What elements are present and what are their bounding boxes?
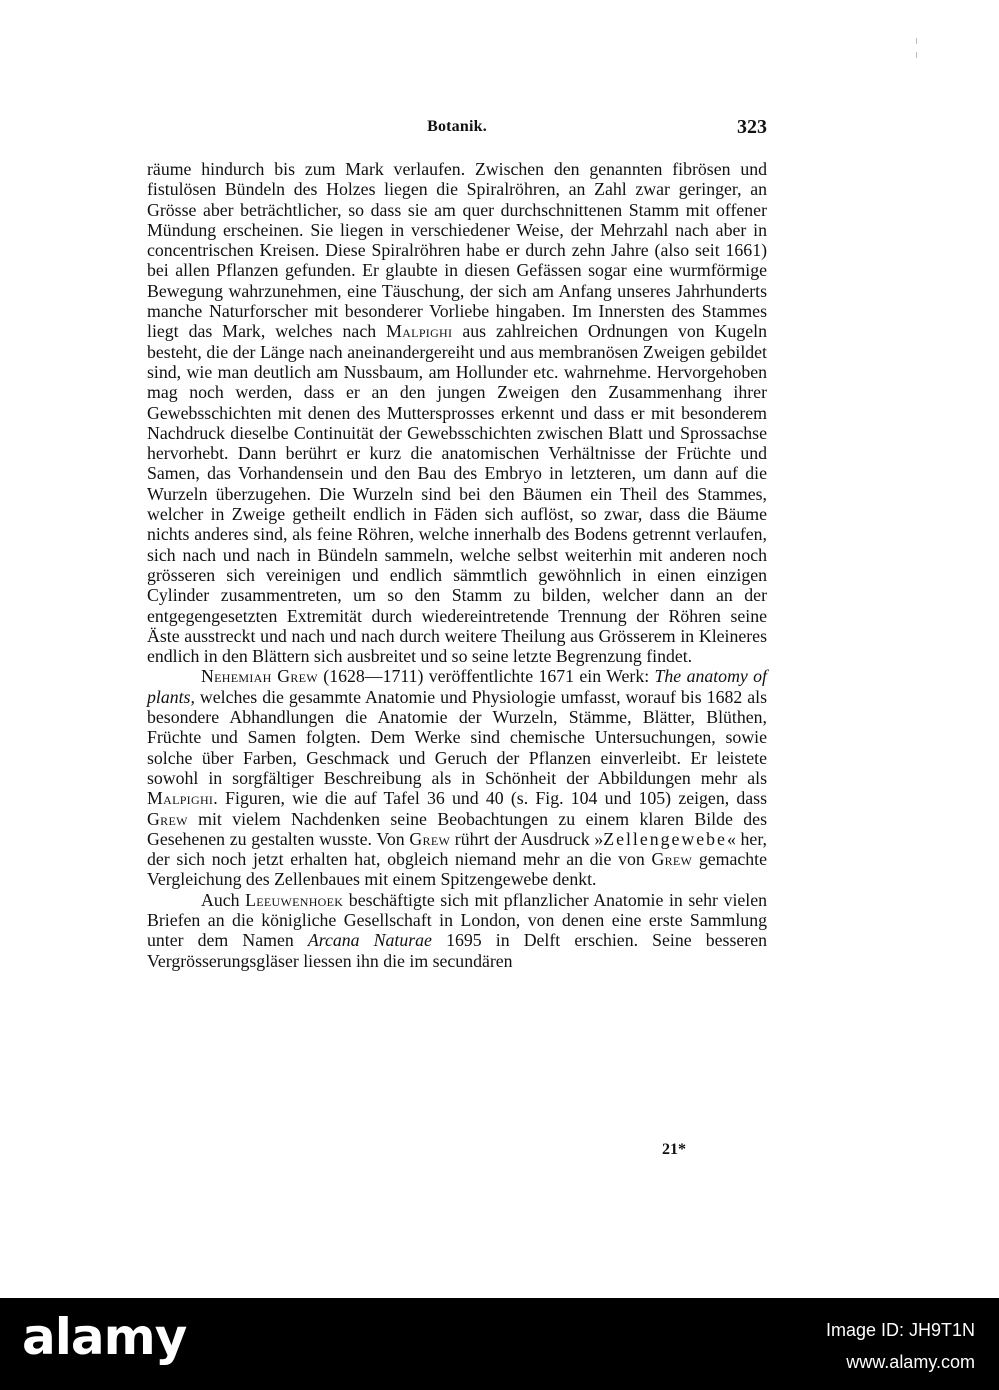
name-malpighi-2: Malpighi. [147,788,218,809]
p3-text-b: beschäftigte sich mit pflanzlicher Anatomie in sehr vielen Briefen an die königliche Gesellschaft in London, von denen eine erste Sammlung unter dem Namen [147,889,767,951]
p1-text-a: räume hindurch bis zum Mark verlaufen. Zwischen den genannten fibrösen und fistulösen Bündeln des Holzes liegen die Spiralröhren, an Zahl zwar geringer, an Grösse aber beträchtlicher, so dass sie am quer durchschnittenen Stamm mit offener Mündung erscheinen. Sie liegen in verschiedener Weise, der Mehrzahl nach aber in concentrischen Kreisen. Diese Spiralröhren habe er durch zehn Jahre (also seit 1661) bei allen Pflanzen gefunden. Er glaubte in diesen Gefässen sogar eine wurmförmige Bewegung wahrzunehmen, eine Täuschung, der sich am Anfang unseres Jahrhunderts manche Naturforscher mit besonderer Vorliebe hingaben. Im Innersten des Stammes liegt das Mark, welches nach [147,159,767,342]
p2-text-d: mit vielem Nachdenken seine Beobachtungen zu einem klaren Bilde des Gesehenen zu gestalten wusste. Von [147,808,767,849]
paragraph-1 [147,159,767,666]
alamy-logo: alamy [22,1308,187,1366]
paragraph-3 [147,890,767,971]
term-zellengewebe: Zellengewebe [603,828,727,849]
p3-text-a: Auch [201,889,246,910]
running-head-title: Botanik. [427,118,487,135]
body-text [147,159,767,971]
site-url: www.alamy.com [846,1352,975,1372]
p2-text-a: (1628—1711) veröffentlichte 1671 ein Werk: [317,666,655,687]
running-head [147,118,767,142]
name-grew-1: Grew [147,808,188,829]
image-id-label: Image ID: JH9T1N [825,1320,975,1340]
p2-text-f: « her, der sich noch jetzt erhalten hat, obgleich niemand mehr an die von [147,828,767,870]
p2-text-c: Figuren, wie die auf Tafel 36 und 40 (s. Fig. 104 und 105) zeigen, dass [217,788,767,809]
watermark-banner [0,1298,999,1390]
name-grew-2: Grew [409,828,451,849]
paragraph-2 [147,666,767,889]
book-title-arcana-naturae: Arcana Naturae [307,930,432,951]
p3-text-c: 1695 in Delft erschien. Seine besseren Vergrösserungsgläser liessen ihn die im secundären [147,930,767,971]
p1-text-b: aus zahlreichen Ordnungen von Kugeln besteht, die der Länge nach aneinandergereiht und aus membranösen Zweigen gebildet sind, wie man deutlich am Nussbaum, am Hollunder etc. wahrnehme. Hervorgehoben mag noch werden, dass er an den jungen Zweigen den Zusammenhang ihrer Gewebsschichten mit denen des Muttersprosses erkennt und dass er mit besonderem Nachdruck dieselbe Continuität der Gewebsschichten zwischen Blatt und Sprossachse hervorhebt. Dann berührt er kurz die anatomischen Verhältnisse der Früchte und Samen, das Vorhandensein und den Bau des Embryo in letzteren, um dann auf die Wurzeln überzugehen. Die Wurzeln sind bei den Bäumen ein Theil des Stammes, welcher in Zweige getheilt endlich in Fäden sich auflöst, so zwar, dass die Bäume nichts anderes sind, als feine Röhren, welche innerhalb des Bodens getrennt verlaufen, sich nach und nach in Bündeln sammeln, welche selbst weiterhin mit anderen noch grösseren sich vereinigen und endlich sämmtlich gewöhnlich in einen einzigen Cylinder zusammentreten, um so den Stamm zu bilden, welcher dann an der entgegengesetzten Extremität durch wiedereintretende Trennung der Röhren seine Äste ausstreckt und nach und nach durch weitere Theilung aus Grösserem in Kleineres endlich in den Blättern sich ausbreitet und so seine letzte Begrenzung findet. [147,321,767,667]
book-title-anatomy-of-plants: The anatomy of plants, [147,666,768,707]
p2-text-b: welches die gesammte Anatomie und Physiologie umfasst, worauf bis 1682 als besondere Abhandlungen die Anatomie der Wurzeln, Stämme, Blätter, Blüthen, Früchte und Samen folgten. Dem Werke sind chemische Untersuchungen, sowie solche über Farben, Geschmack und Geruch der Pflanzen einverleibt. Er leistete sowohl in sorgfältiger Beschreibung als in Schönheit der Abbildungen mehr als [147,686,767,788]
signature-mark: 21* [662,1141,686,1158]
p2-text-e: rührt der Ausdruck » [450,828,604,849]
p2-text-g: gemachte Vergleichung des Zellenbaues mit einem Spitzengewebe denkt. [147,849,767,890]
name-nehemiah-grew: Nehemiah Grew [201,666,318,687]
name-leeuwenhoek: Leeuwenhoek [245,889,344,910]
scan-edge-marks [916,38,918,62]
name-grew-3: Grew [651,849,693,870]
name-malpighi: Malpighi [386,321,453,342]
page-number: 323 [737,116,767,138]
